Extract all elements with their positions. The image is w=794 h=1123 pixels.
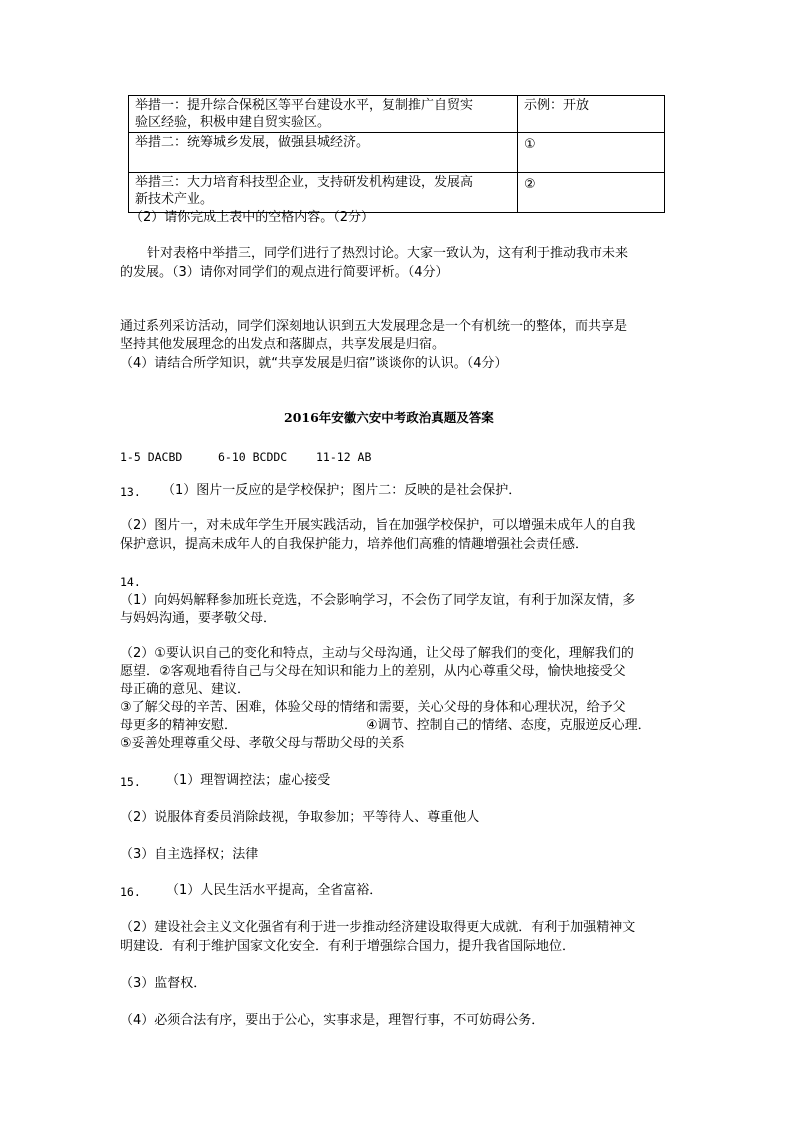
mc-answers-6-10: 6-10 BCDDC	[218, 450, 288, 464]
question-number: 13.	[120, 485, 141, 499]
measure-text-line: 举措三：大力培育科技型企业，支持研发机构建设，发展高	[135, 175, 474, 190]
answer-line: ③了解父母的辛苦、困难，体验父母的情绪和需要，关心父母的身体和心理状况，给予父	[120, 700, 626, 715]
paragraph-line: 坚持其他发展理念的出发点和落脚点，共享发展是归宿。	[120, 337, 446, 352]
answer-title: 2016年安徽六安中考政治真题及答案	[284, 410, 494, 425]
mc-answers-11-12: 11-12 AB	[316, 450, 372, 464]
measure-text-line: 举措一：提升综合保税区等平台建设水平，复制推广自贸实	[135, 98, 474, 113]
answer-line: （4）必须合法有序，要出于公心，实事求是，理智行事，不可妨碍公务．	[120, 1013, 545, 1028]
answer-line: （3）监督权．	[120, 976, 207, 991]
mc-answers-1-5: 1-5 DACBD	[120, 450, 183, 464]
answer-line: 母更多的精神安慰．	[120, 718, 238, 733]
answer-line: （1）图片一反应的是学校保护；图片二：反映的是社会保护．	[162, 483, 522, 498]
question-number: 14.	[120, 575, 141, 589]
table-cell-measure	[129, 173, 518, 213]
question-number: 16.	[120, 885, 141, 899]
table-cell-measure	[129, 96, 518, 133]
blank-marker: ②	[524, 177, 536, 192]
answer-line: 保护意识，提高未成年人的自我保护能力，培养他们高雅的情趣增强社会责任感．	[120, 537, 589, 552]
table-cell-measure	[129, 133, 518, 173]
measure-text-line: 验区经验，积极申建自贸实验区。	[135, 115, 331, 130]
answer-line: ⑤妥善处理尊重父母、孝敬父母与帮助父母的关系	[120, 736, 405, 751]
answer-line: 愿望．②客观地看待自己与父母在知识和能力上的差别，从内心尊重父母，愉快地接受父	[120, 664, 626, 679]
question-number: 15.	[120, 775, 141, 789]
paragraph-line: 的发展。（3）请你对同学们的观点进行简要评析。（4分）	[120, 265, 449, 280]
answer-line: （2）说服体育委员消除歧视，争取参加；平等待人、尊重他人	[120, 810, 480, 825]
table-row	[129, 173, 665, 213]
table-cell-answer: 示例：开放	[518, 96, 665, 133]
paragraph-line: 通过系列采访活动，同学们深刻地认识到五大发展理念是一个有机统一的整体，而共享是	[120, 319, 628, 334]
question-4: （4）请结合所学知识，就“共享发展是归宿”谈谈你的认识。（4分）	[120, 356, 508, 371]
table-row	[129, 133, 665, 173]
answer-line: （1）向妈妈解释参加班长竞选，不会影响学习，不会伤了同学友谊，有利于加深友情，多	[120, 593, 636, 608]
answer-line: （1）理智调控法；虚心接受	[166, 773, 331, 788]
answer-line: ④调节、控制自己的情绪、态度，克服逆反心理．	[366, 718, 651, 733]
answer-line: 与妈妈沟通，要孝敬父母．	[120, 611, 277, 626]
answer-line: 母正确的意见、建议．	[120, 682, 251, 697]
table-cell-answer	[518, 133, 665, 173]
measure-text-line: 新技术产业。	[135, 192, 214, 207]
measures-table	[128, 95, 665, 213]
answer-line: （3）自主选择权；法律	[120, 847, 259, 862]
table-row	[129, 96, 665, 133]
paragraph-line: 针对表格中举措三，同学们进行了热烈讨论。大家一致认为，这有利于推动我市未来	[147, 246, 629, 261]
table-cell-answer	[518, 173, 665, 213]
answer-line: （1）人民生活水平提高，全省富裕．	[166, 883, 383, 898]
measure-text-line: 举措二：统筹城乡发展，做强县城经济。	[135, 135, 370, 150]
answer-line: 明建设．有利于维护国家文化安全．有利于增强综合国力，提升我省国际地位．	[120, 939, 576, 954]
answer-line: （2）图片一，对未成年学生开展实践活动，旨在加强学校保护，可以增强未成年人的自我	[120, 518, 636, 533]
blank-marker: ①	[524, 137, 536, 152]
question-2: （2）请你完成上表中的空格内容。（2分）	[130, 210, 375, 225]
answer-line: （2）建设社会主义文化强省有利于进一步推动经济建设取得更大成就．有利于加强精神文	[120, 920, 636, 935]
answer-line: （2）①要认识自己的变化和特点，主动与父母沟通，让父母了解我们的变化，理解我们的	[120, 646, 634, 661]
